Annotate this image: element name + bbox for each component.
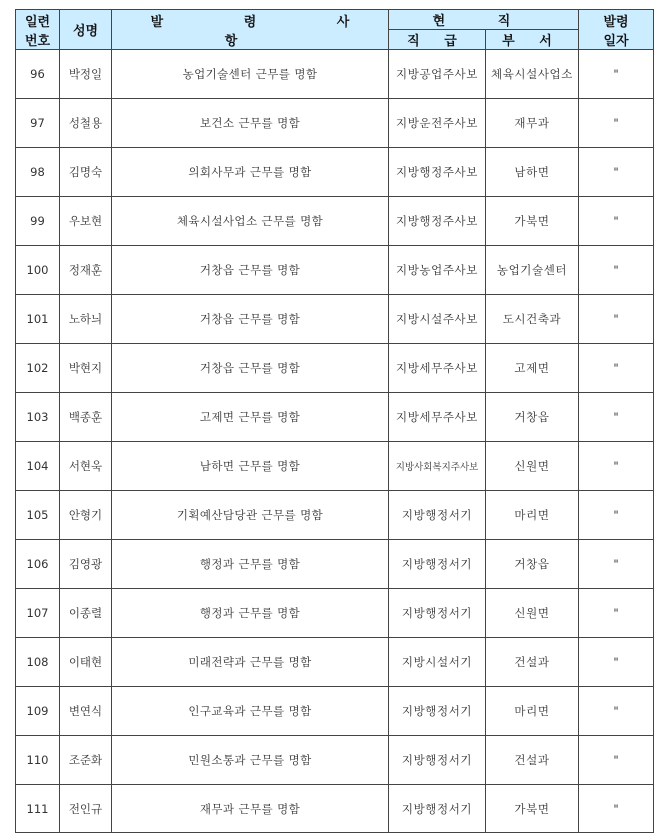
table-row bbox=[16, 99, 654, 148]
cell-name: 박현지 bbox=[60, 344, 112, 393]
table-row bbox=[16, 393, 654, 442]
cell-dept: 남하면 bbox=[486, 148, 579, 197]
cell-dept: 가북면 bbox=[486, 197, 579, 246]
header-date-bottom: 일자 bbox=[603, 33, 629, 49]
cell-grade: 지방행정서기 bbox=[389, 491, 486, 540]
cell-name: 전인규 bbox=[60, 785, 112, 833]
cell-dept: 고제면 bbox=[486, 344, 579, 393]
table-row bbox=[16, 491, 654, 540]
cell-serial: 106 bbox=[16, 540, 60, 589]
header-current-post: 현 직 bbox=[389, 10, 579, 30]
cell-action: 거창읍 근무를 명함 bbox=[112, 344, 389, 393]
cell-grade: 지방농업주사보 bbox=[389, 246, 486, 295]
cell-grade: 지방사회복지주사보 bbox=[389, 442, 486, 491]
cell-serial: 96 bbox=[16, 50, 60, 99]
cell-dept: 거창읍 bbox=[486, 540, 579, 589]
cell-date: " bbox=[579, 148, 654, 197]
cell-action: 미래전략과 근무를 명함 bbox=[112, 638, 389, 687]
cell-grade: 지방행정서기 bbox=[389, 736, 486, 785]
cell-name: 조준화 bbox=[60, 736, 112, 785]
header-date-top: 발령 bbox=[603, 14, 629, 30]
cell-name: 백종훈 bbox=[60, 393, 112, 442]
cell-date: " bbox=[579, 736, 654, 785]
cell-serial: 100 bbox=[16, 246, 60, 295]
header-name: 성명 bbox=[60, 10, 112, 50]
cell-date: " bbox=[579, 197, 654, 246]
cell-action: 기획예산담당관 근무를 명함 bbox=[112, 491, 389, 540]
cell-action: 의회사무과 근무를 명함 bbox=[112, 148, 389, 197]
cell-date: " bbox=[579, 785, 654, 833]
table-row bbox=[16, 442, 654, 491]
cell-action: 체육시설사업소 근무를 명함 bbox=[112, 197, 389, 246]
cell-dept: 체육시설사업소 bbox=[486, 50, 579, 99]
cell-date: " bbox=[579, 687, 654, 736]
cell-dept: 재무과 bbox=[486, 99, 579, 148]
cell-dept: 건설과 bbox=[486, 736, 579, 785]
cell-grade: 지방행정서기 bbox=[389, 687, 486, 736]
cell-dept: 신원면 bbox=[486, 589, 579, 638]
cell-grade: 지방운전주사보 bbox=[389, 99, 486, 148]
header-grade: 직 급 bbox=[389, 30, 486, 50]
cell-name: 노하늬 bbox=[60, 295, 112, 344]
cell-name: 박정일 bbox=[60, 50, 112, 99]
table-row bbox=[16, 785, 654, 833]
cell-dept: 마리면 bbox=[486, 687, 579, 736]
cell-action: 인구교육과 근무를 명함 bbox=[112, 687, 389, 736]
table-row bbox=[16, 344, 654, 393]
header-action: 발 령 사 항 bbox=[112, 10, 389, 50]
cell-serial: 102 bbox=[16, 344, 60, 393]
cell-action: 재무과 근무를 명함 bbox=[112, 785, 389, 833]
cell-action: 거창읍 근무를 명함 bbox=[112, 295, 389, 344]
cell-name: 이태현 bbox=[60, 638, 112, 687]
cell-date: " bbox=[579, 540, 654, 589]
cell-action: 고제면 근무를 명함 bbox=[112, 393, 389, 442]
table-row bbox=[16, 638, 654, 687]
cell-name: 성철용 bbox=[60, 99, 112, 148]
table-row bbox=[16, 687, 654, 736]
cell-dept: 도시건축과 bbox=[486, 295, 579, 344]
table-row bbox=[16, 540, 654, 589]
table-row bbox=[16, 246, 654, 295]
table-header bbox=[16, 10, 654, 50]
table-body bbox=[16, 50, 654, 833]
cell-action: 보건소 근무를 명함 bbox=[112, 99, 389, 148]
cell-grade: 지방공업주사보 bbox=[389, 50, 486, 99]
table-row bbox=[16, 50, 654, 99]
cell-grade: 지방세무주사보 bbox=[389, 344, 486, 393]
cell-serial: 110 bbox=[16, 736, 60, 785]
cell-serial: 109 bbox=[16, 687, 60, 736]
cell-serial: 101 bbox=[16, 295, 60, 344]
cell-serial: 104 bbox=[16, 442, 60, 491]
cell-date: " bbox=[579, 589, 654, 638]
cell-dept: 마리면 bbox=[486, 491, 579, 540]
cell-name: 서현욱 bbox=[60, 442, 112, 491]
cell-serial: 98 bbox=[16, 148, 60, 197]
cell-name: 김영광 bbox=[60, 540, 112, 589]
cell-name: 변연식 bbox=[60, 687, 112, 736]
header-dept: 부 서 bbox=[486, 30, 579, 50]
cell-date: " bbox=[579, 246, 654, 295]
cell-action: 거창읍 근무를 명함 bbox=[112, 246, 389, 295]
cell-dept: 신원면 bbox=[486, 442, 579, 491]
cell-dept: 농업기술센터 bbox=[486, 246, 579, 295]
cell-grade: 지방행정서기 bbox=[389, 540, 486, 589]
cell-serial: 107 bbox=[16, 589, 60, 638]
cell-serial: 99 bbox=[16, 197, 60, 246]
cell-grade: 지방행정서기 bbox=[389, 785, 486, 833]
cell-date: " bbox=[579, 393, 654, 442]
cell-action: 행정과 근무를 명함 bbox=[112, 589, 389, 638]
cell-date: " bbox=[579, 99, 654, 148]
header-serial bbox=[16, 10, 60, 50]
cell-action: 농업기술센터 근무를 명함 bbox=[112, 50, 389, 99]
cell-serial: 108 bbox=[16, 638, 60, 687]
cell-grade: 지방행정서기 bbox=[389, 589, 486, 638]
cell-serial: 97 bbox=[16, 99, 60, 148]
cell-name: 김명숙 bbox=[60, 148, 112, 197]
cell-date: " bbox=[579, 344, 654, 393]
cell-name: 정재훈 bbox=[60, 246, 112, 295]
table-row bbox=[16, 736, 654, 785]
cell-action: 민원소통과 근무를 명함 bbox=[112, 736, 389, 785]
cell-serial: 105 bbox=[16, 491, 60, 540]
cell-grade: 지방행정주사보 bbox=[389, 197, 486, 246]
cell-action: 행정과 근무를 명함 bbox=[112, 540, 389, 589]
table-row bbox=[16, 589, 654, 638]
cell-action: 남하면 근무를 명함 bbox=[112, 442, 389, 491]
cell-name: 안형기 bbox=[60, 491, 112, 540]
cell-grade: 지방세무주사보 bbox=[389, 393, 486, 442]
cell-name: 이종렬 bbox=[60, 589, 112, 638]
cell-grade: 지방시설주사보 bbox=[389, 295, 486, 344]
cell-date: " bbox=[579, 442, 654, 491]
cell-date: " bbox=[579, 638, 654, 687]
cell-dept: 가북면 bbox=[486, 785, 579, 833]
table-row bbox=[16, 295, 654, 344]
header-serial-bottom: 번호 bbox=[24, 33, 51, 49]
cell-grade: 지방행정주사보 bbox=[389, 148, 486, 197]
cell-date: " bbox=[579, 491, 654, 540]
cell-serial: 103 bbox=[16, 393, 60, 442]
cell-serial: 111 bbox=[16, 785, 60, 833]
cell-grade: 지방시설서기 bbox=[389, 638, 486, 687]
cell-date: " bbox=[579, 50, 654, 99]
cell-date: " bbox=[579, 295, 654, 344]
table-row bbox=[16, 197, 654, 246]
cell-dept: 건설과 bbox=[486, 638, 579, 687]
personnel-appointment-table bbox=[15, 9, 654, 833]
header-serial-top: 일련 bbox=[24, 14, 51, 30]
table-row bbox=[16, 148, 654, 197]
cell-dept: 거창읍 bbox=[486, 393, 579, 442]
header-date bbox=[579, 10, 654, 50]
cell-name: 우보현 bbox=[60, 197, 112, 246]
